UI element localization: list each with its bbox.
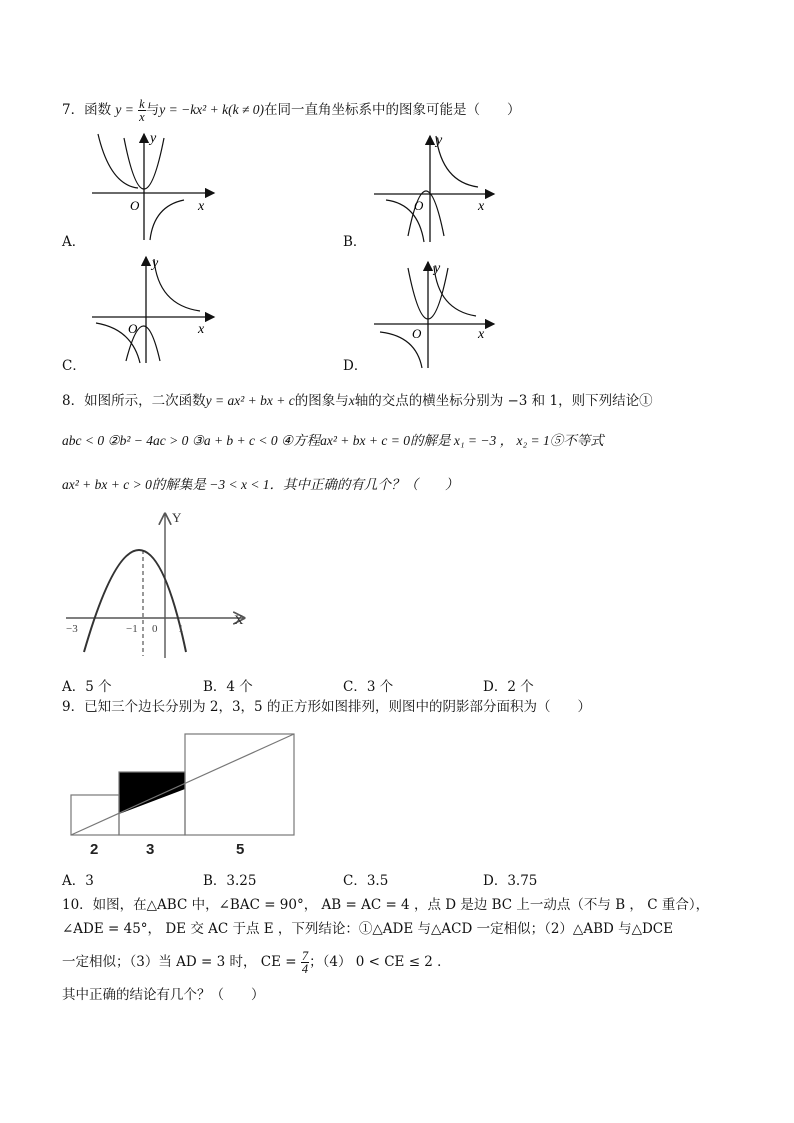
q7-graph-d [370,258,500,370]
q7-graph-b [370,132,500,244]
svg-text:3: 3 [146,841,155,858]
hyperbola-branch-upper-right [434,266,476,316]
square-5 [185,734,294,835]
q10-fraction: $\frac{7}{4}$ [301,949,309,976]
hyperbola-branch-lower-right [150,200,184,240]
q8-option-d[interactable]: D．2 个 [483,679,534,695]
q7-option-d[interactable]: D． [343,358,368,374]
shaded-region [119,772,185,814]
q9-option-d[interactable]: D．3.75 [483,873,538,889]
parabola [84,550,186,652]
q7-option-c[interactable]: C． [62,358,86,374]
q7-fraction: $\frac{k}{x}$ [139,97,145,124]
q9-option-b[interactable]: B．3.25 [203,873,257,889]
svg-text:O: O [128,321,138,336]
q8-option-b[interactable]: B．4 个 [203,679,253,695]
q10-line4: 其中正确的结论有几个？（ ） [62,987,265,1003]
svg-text:x: x [478,199,485,214]
svg-text:y: y [152,256,159,271]
q10-line1: 10．如图，在△ABC 中，∠BAC = 90°， AB = AC = 4 ，点 D 是边 BC 上一动点（不与 B ， C 重合）， [62,897,710,913]
svg-text:O: O [412,326,422,341]
q9-stem: 9．已知三个边长分别为 2，3，5 的正方形如图排列，则图中的阴影部分面积为（ ） [62,699,591,715]
q7-option-a[interactable]: A． [62,234,86,250]
hyperbola-branch-upper-right [154,259,200,311]
hyperbola-branch-upper-right [436,136,478,187]
q7-stem: 7．函数 y = $\frac{k}{x}$ 与y = −kx² + k(k ≠ 0)在同一直角坐标系中的图象可能是（ ） [62,97,521,124]
q7-graph-a [88,130,218,242]
svg-text:1: 1 [178,623,184,635]
svg-text:0: 0 [152,623,158,635]
q9-squares-figure [68,732,300,858]
svg-text:y: y [436,133,443,148]
axis-x-label: x [198,199,205,214]
q8-option-c[interactable]: C．3 个 [343,679,394,695]
diagonal-line [71,734,294,835]
svg-text:−3: −3 [66,623,78,635]
origin-label: O [130,198,140,213]
svg-text:Y: Y [172,510,182,525]
svg-text:x: x [478,327,485,342]
svg-text:O: O [414,198,424,213]
q8-graph [62,508,252,660]
q8-option-a[interactable]: A．5 个 [62,679,112,695]
square-2 [71,795,119,835]
q8-stem-line2: abc < 0 ②b² − 4ac > 0 ③a + b + c < 0 ④方程ax² + bx + c = 0的解是 x₁ = −3 ， x₂ = 1⑤不等式 [62,433,604,448]
q10-line2: ∠ADE = 45°， DE 交 AC 于点 E ，下列结论：①△ADE 与△ACD 一定相似；（2）△ABD 与△DCE [62,921,673,937]
q7-graph-c [88,253,218,365]
svg-text:y: y [434,261,441,276]
q10-line3: 一定相似；（3）当 AD = 3 时， CE = $\frac{7}{4}$ ；（4） 0 < CE ≤ 2 ． [62,949,451,976]
q7-option-b[interactable]: B． [343,234,367,250]
svg-text:5: 5 [236,841,245,858]
svg-text:x: x [198,322,205,337]
svg-text:2: 2 [90,841,99,858]
q9-option-a[interactable]: A．3 [62,873,94,889]
svg-text:X: X [234,612,244,627]
hyperbola-branch-upper-left [98,134,138,188]
axis-y-label: y [150,131,157,146]
q9-option-c[interactable]: C．3.5 [343,873,389,889]
svg-text:−1: −1 [126,623,138,635]
q8-stem-line3: ax² + bx + c > 0的解集是 −3 < x < 1．其中正确的有几个？（ ） [62,477,459,492]
q8-stem-line1: 8．如图所示，二次函数y = ax² + bx + c的图象与x轴的交点的横坐标分别为 −3 和 1，则下列结论① [62,393,653,409]
